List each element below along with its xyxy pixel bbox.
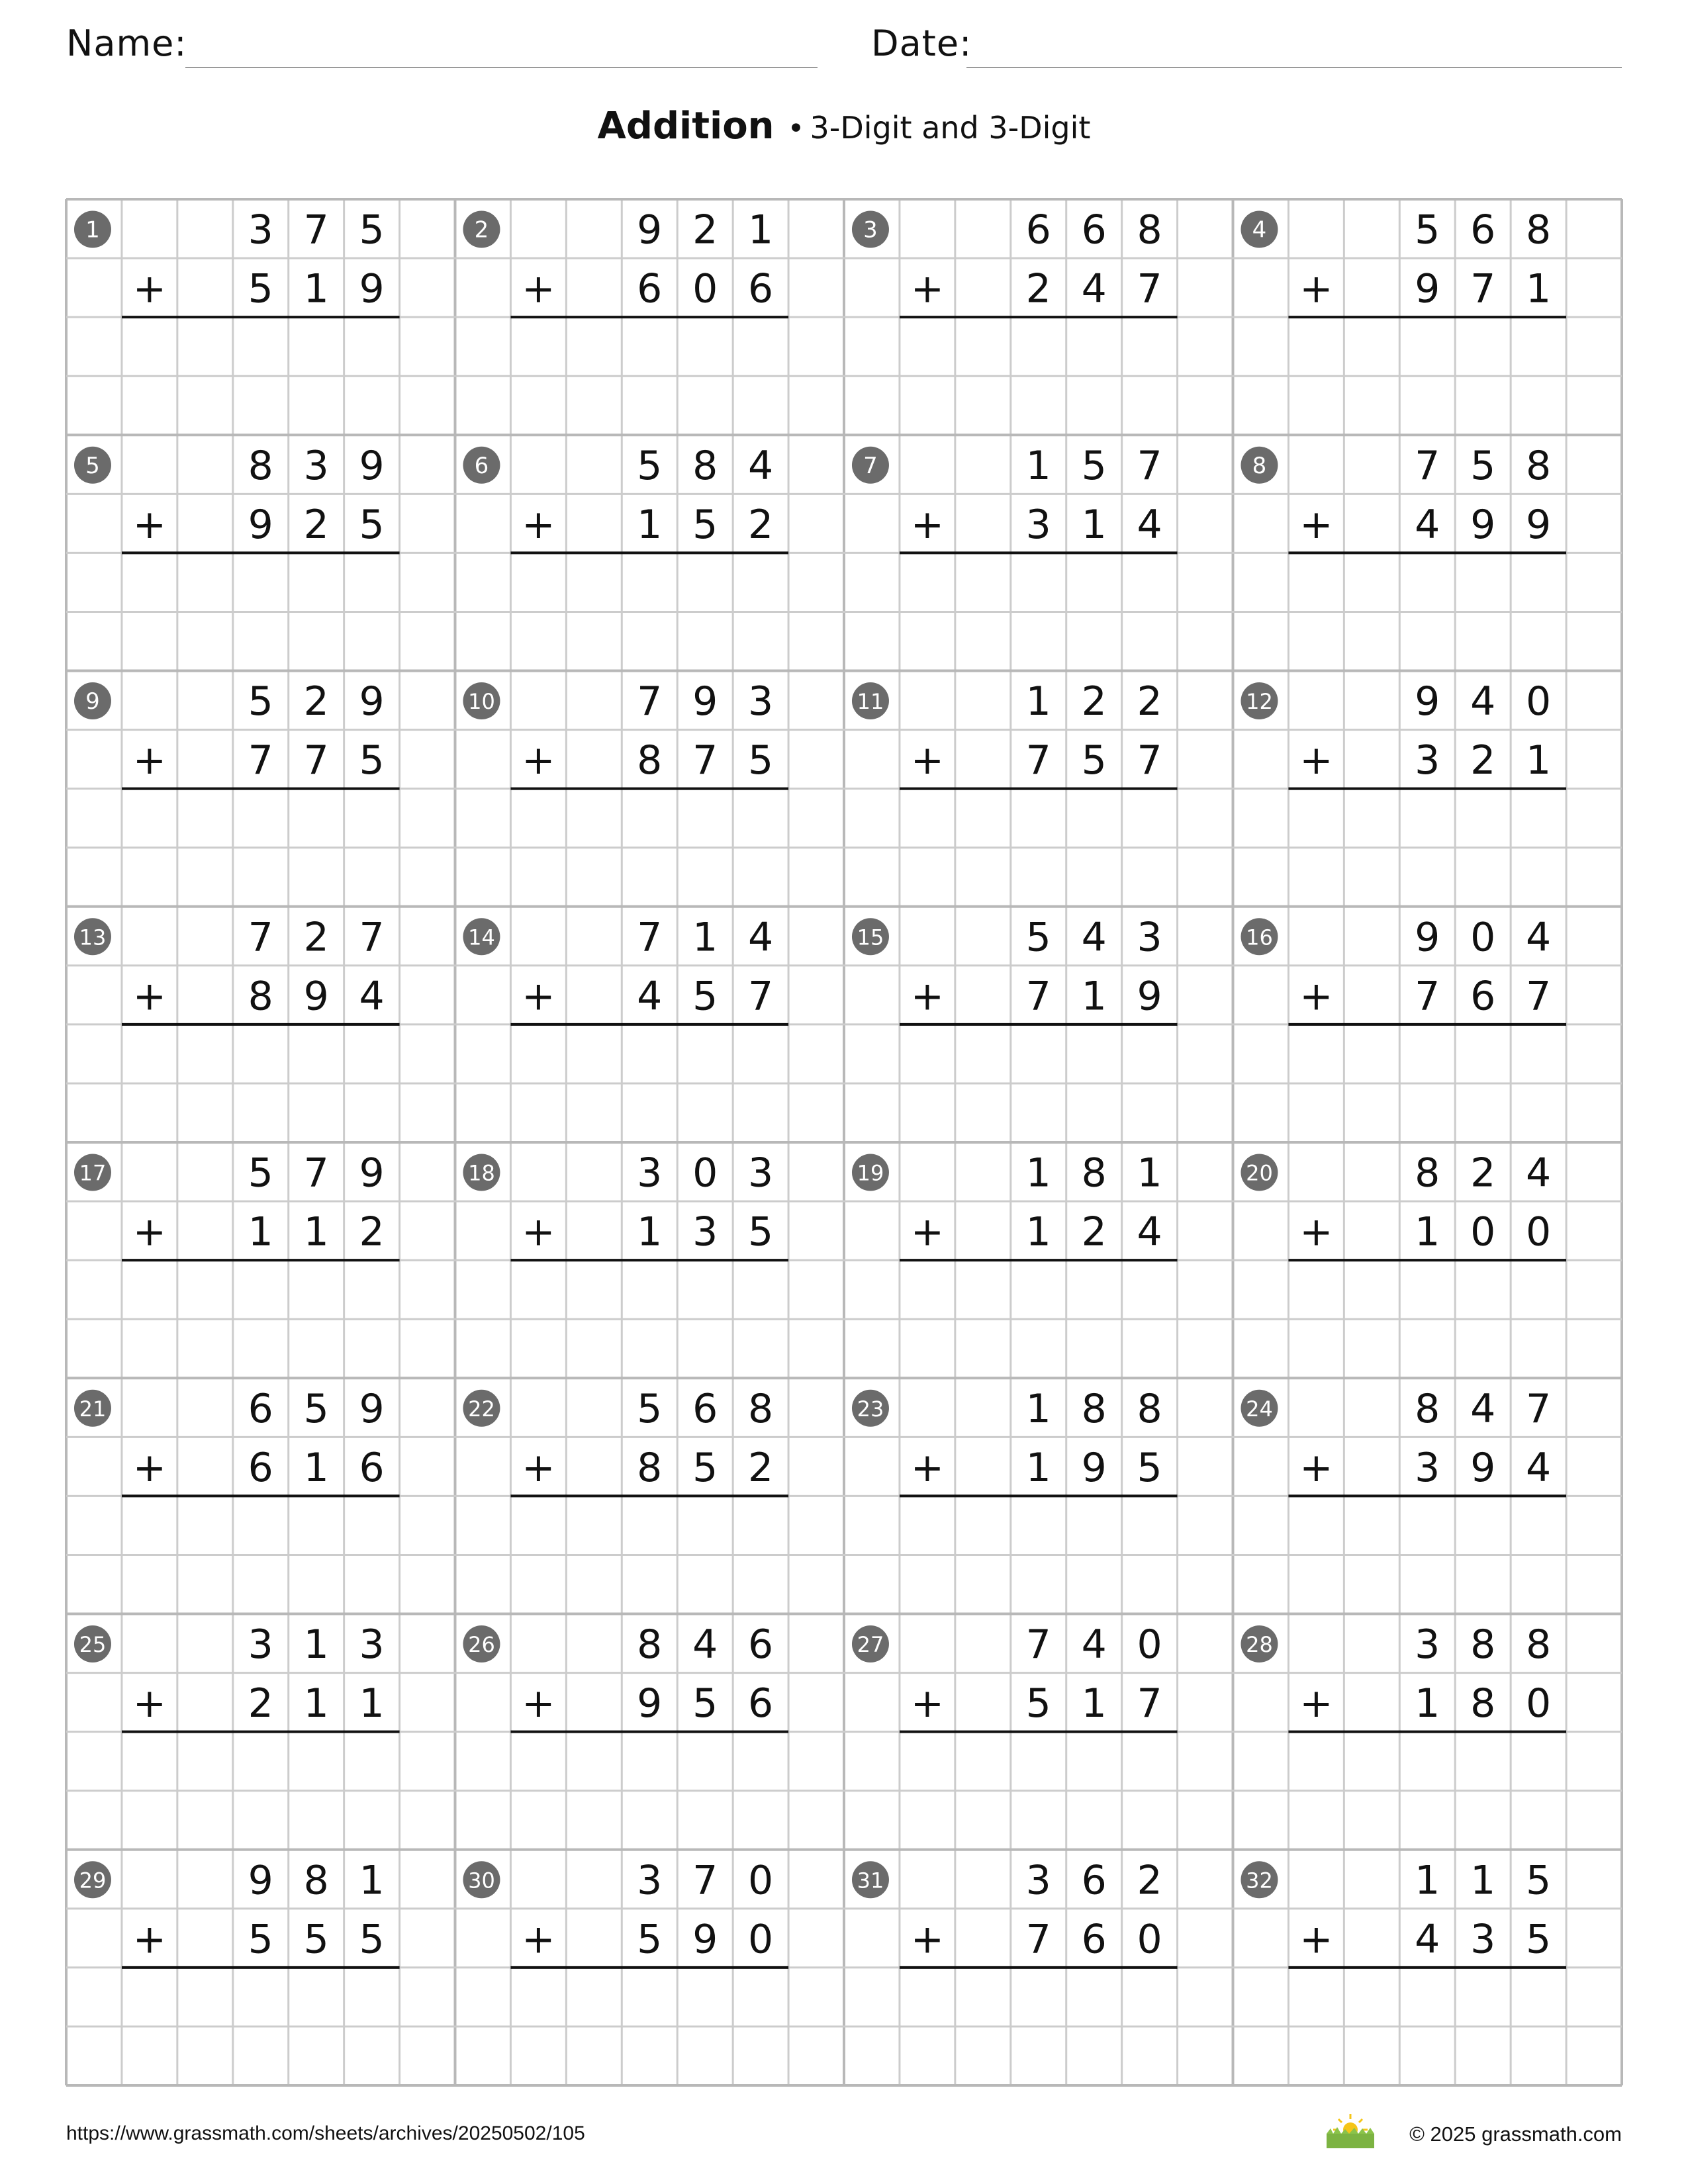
bottom-digit: 5: [637, 1916, 663, 1963]
top-digit: 0: [1526, 678, 1552, 725]
plus-sign: +: [910, 1916, 945, 1963]
plus-sign: +: [132, 1208, 167, 1255]
top-digit: 1: [692, 914, 718, 961]
top-digit: 1: [303, 1621, 329, 1668]
top-digit: 3: [303, 442, 329, 489]
top-digit: 8: [692, 442, 718, 489]
bottom-digit: 7: [1137, 1680, 1162, 1727]
bottom-digit: 9: [303, 973, 329, 1020]
plus-sign: +: [1299, 1916, 1333, 1963]
top-digit: 2: [1137, 1857, 1162, 1904]
top-digit: 0: [1137, 1621, 1162, 1668]
top-digit: 1: [1025, 1150, 1051, 1197]
bottom-digit: 4: [1415, 1916, 1440, 1963]
top-digit: 3: [637, 1150, 663, 1197]
top-digit: 3: [637, 1857, 663, 1904]
top-digit: 4: [1470, 1385, 1496, 1432]
bottom-digit: 4: [1526, 1444, 1552, 1491]
bottom-digit: 3: [1415, 1444, 1440, 1491]
plus-sign: +: [522, 737, 555, 784]
plus-sign: +: [1299, 265, 1333, 312]
top-digit: 5: [303, 1385, 329, 1432]
problem-number: 28: [1246, 1632, 1273, 1658]
top-digit: 4: [748, 442, 774, 489]
top-digit: 4: [1081, 1621, 1107, 1668]
problem-number: 18: [468, 1160, 495, 1186]
problem-number: 20: [1246, 1160, 1273, 1186]
top-digit: 9: [637, 206, 663, 253]
top-digit: 6: [248, 1385, 273, 1432]
top-digit: 7: [359, 914, 385, 961]
top-digit: 7: [1137, 442, 1162, 489]
plus-sign: +: [910, 973, 945, 1020]
problem-number: 29: [79, 1868, 107, 1893]
plus-sign: +: [1299, 1208, 1333, 1255]
top-digit: 9: [248, 1857, 273, 1904]
top-digit: 5: [637, 442, 663, 489]
bottom-digit: 1: [303, 1680, 329, 1727]
problem-number: 27: [857, 1632, 884, 1658]
bottom-digit: 9: [359, 265, 385, 312]
problem-number: 9: [85, 688, 100, 715]
top-digit: 8: [303, 1857, 329, 1904]
plus-sign: +: [522, 1208, 555, 1255]
bottom-digit: 8: [637, 737, 663, 784]
plus-sign: +: [522, 1916, 555, 1963]
problem-number: 8: [1252, 452, 1267, 479]
top-digit: 8: [1137, 1385, 1162, 1432]
bottom-digit: 6: [248, 1444, 273, 1491]
bottom-digit: 8: [1470, 1680, 1496, 1727]
bottom-digit: 6: [359, 1444, 385, 1491]
top-digit: 4: [1526, 1150, 1552, 1197]
bottom-digit: 4: [1415, 501, 1440, 548]
bottom-digit: 3: [1470, 1916, 1496, 1963]
bottom-digit: 5: [748, 737, 774, 784]
grass-sun-logo-icon: [1324, 2110, 1377, 2150]
top-digit: 7: [303, 1150, 329, 1197]
top-digit: 2: [303, 914, 329, 961]
top-digit: 6: [1025, 206, 1051, 253]
problem-number: 23: [857, 1396, 884, 1422]
bottom-digit: 5: [359, 737, 385, 784]
problem-number: 3: [863, 216, 878, 244]
bottom-digit: 1: [637, 1208, 663, 1255]
bottom-digit: 1: [359, 1680, 385, 1727]
bottom-digit: 2: [359, 1208, 385, 1255]
bottom-digit: 1: [1526, 737, 1552, 784]
top-digit: 8: [1526, 442, 1552, 489]
title-main: Addition: [597, 105, 774, 148]
bottom-digit: 6: [748, 1680, 774, 1727]
top-digit: 9: [1415, 678, 1440, 725]
problem-number: 4: [1252, 216, 1267, 244]
top-digit: 7: [1025, 1621, 1051, 1668]
bottom-digit: 3: [692, 1208, 718, 1255]
bottom-digit: 7: [748, 973, 774, 1020]
top-digit: 7: [692, 1857, 718, 1904]
bottom-digit: 7: [1025, 973, 1051, 1020]
plus-sign: +: [1299, 973, 1333, 1020]
bottom-digit: 5: [303, 1916, 329, 1963]
top-digit: 7: [248, 914, 273, 961]
bottom-digit: 5: [359, 501, 385, 548]
bottom-digit: 9: [1081, 1444, 1107, 1491]
problem-number: 11: [857, 689, 884, 715]
top-digit: 1: [1025, 678, 1051, 725]
top-digit: 4: [1081, 914, 1107, 961]
problem-number: 12: [1246, 689, 1273, 715]
problem-number: 32: [1246, 1868, 1273, 1893]
bottom-digit: 1: [1415, 1680, 1440, 1727]
top-digit: 6: [1081, 1857, 1107, 1904]
bottom-digit: 1: [1081, 973, 1107, 1020]
bottom-digit: 1: [1025, 1208, 1051, 1255]
bottom-digit: 6: [1081, 1916, 1107, 1963]
plus-sign: +: [910, 1444, 945, 1491]
problem-number: 30: [468, 1868, 495, 1893]
bottom-digit: 6: [1470, 973, 1496, 1020]
bottom-digit: 0: [1470, 1208, 1496, 1255]
bottom-digit: 5: [748, 1208, 774, 1255]
top-digit: 1: [1415, 1857, 1440, 1904]
top-digit: 5: [637, 1385, 663, 1432]
top-digit: 3: [1025, 1857, 1051, 1904]
plus-sign: +: [132, 1680, 167, 1727]
top-digit: 1: [359, 1857, 385, 1904]
bottom-digit: 4: [1081, 265, 1107, 312]
top-digit: 9: [359, 1385, 385, 1432]
top-digit: 7: [637, 678, 663, 725]
problem-number: 22: [468, 1396, 495, 1422]
top-digit: 9: [359, 442, 385, 489]
top-digit: 3: [248, 206, 273, 253]
top-digit: 3: [359, 1621, 385, 1668]
bottom-digit: 1: [1415, 1208, 1440, 1255]
problem-number: 17: [79, 1160, 107, 1186]
bottom-digit: 7: [1415, 973, 1440, 1020]
bottom-digit: 5: [248, 1916, 273, 1963]
plus-sign: +: [522, 1680, 555, 1727]
footer-copyright: © 2025 grassmath.com: [1409, 2122, 1622, 2146]
top-digit: 7: [1415, 442, 1440, 489]
footer-url[interactable]: https://www.grassmath.com/sheets/archives/20250502/105: [66, 2122, 585, 2144]
bottom-digit: 6: [748, 265, 774, 312]
bottom-digit: 7: [1025, 737, 1051, 784]
plus-sign: +: [910, 501, 945, 548]
top-digit: 8: [1081, 1150, 1107, 1197]
bottom-digit: 2: [748, 501, 774, 548]
problem-number: 19: [857, 1160, 884, 1186]
top-digit: 5: [248, 678, 273, 725]
top-digit: 3: [748, 1150, 774, 1197]
bottom-digit: 6: [637, 265, 663, 312]
top-digit: 8: [1470, 1621, 1496, 1668]
bottom-digit: 5: [1526, 1916, 1552, 1963]
plus-sign: +: [522, 973, 555, 1020]
bottom-digit: 4: [637, 973, 663, 1020]
top-digit: 9: [359, 678, 385, 725]
bottom-digit: 8: [248, 973, 273, 1020]
problem-number: 25: [79, 1632, 107, 1658]
bottom-digit: 5: [692, 501, 718, 548]
plus-sign: +: [1299, 1680, 1333, 1727]
bottom-digit: 7: [248, 737, 273, 784]
bottom-digit: 3: [1025, 501, 1051, 548]
bottom-digit: 0: [1526, 1208, 1552, 1255]
top-digit: 5: [1415, 206, 1440, 253]
plus-sign: +: [132, 973, 167, 1020]
title-separator: •: [787, 112, 805, 146]
top-digit: 2: [1137, 678, 1162, 725]
top-digit: 0: [692, 1150, 718, 1197]
top-digit: 6: [748, 1621, 774, 1668]
bottom-digit: 9: [692, 1916, 718, 1963]
top-digit: 8: [1081, 1385, 1107, 1432]
bottom-digit: 1: [1526, 265, 1552, 312]
problem-number: 2: [474, 216, 489, 244]
top-digit: 5: [1470, 442, 1496, 489]
bottom-digit: 2: [303, 501, 329, 548]
top-digit: 1: [1470, 1857, 1496, 1904]
problem-number: 13: [79, 925, 107, 950]
bottom-digit: 2: [248, 1680, 273, 1727]
bottom-digit: 5: [1081, 737, 1107, 784]
top-digit: 5: [359, 206, 385, 253]
top-digit: 3: [1415, 1621, 1440, 1668]
bottom-digit: 5: [1025, 1680, 1051, 1727]
problem-number: 16: [1246, 925, 1273, 950]
bottom-digit: 1: [303, 1208, 329, 1255]
top-digit: 1: [1137, 1150, 1162, 1197]
top-digit: 1: [748, 206, 774, 253]
top-digit: 4: [748, 914, 774, 961]
plus-sign: +: [132, 737, 167, 784]
bottom-digit: 7: [1025, 1916, 1051, 1963]
top-digit: 3: [748, 678, 774, 725]
bottom-digit: 1: [303, 265, 329, 312]
top-digit: 2: [303, 678, 329, 725]
bottom-digit: 9: [1526, 501, 1552, 548]
bottom-digit: 9: [1137, 973, 1162, 1020]
plus-sign: +: [1299, 737, 1333, 784]
top-digit: 4: [1470, 678, 1496, 725]
bottom-digit: 1: [303, 1444, 329, 1491]
bottom-digit: 9: [637, 1680, 663, 1727]
title-subtitle: 3-Digit and 3-Digit: [810, 110, 1091, 146]
bottom-digit: 7: [1137, 265, 1162, 312]
top-digit: 5: [1025, 914, 1051, 961]
bottom-digit: 5: [692, 1680, 718, 1727]
bottom-digit: 2: [1081, 1208, 1107, 1255]
bottom-digit: 0: [1137, 1916, 1162, 1963]
top-digit: 1: [1025, 1385, 1051, 1432]
bottom-digit: 1: [637, 501, 663, 548]
bottom-digit: 0: [692, 265, 718, 312]
problem-number: 10: [468, 689, 495, 715]
plus-sign: +: [910, 1208, 945, 1255]
top-digit: 6: [1470, 206, 1496, 253]
problem-number: 26: [468, 1632, 495, 1658]
top-digit: 5: [1081, 442, 1107, 489]
problem-number: 24: [1246, 1396, 1273, 1422]
plus-sign: +: [910, 265, 945, 312]
top-digit: 9: [692, 678, 718, 725]
bottom-digit: 5: [692, 1444, 718, 1491]
top-digit: 8: [248, 442, 273, 489]
bottom-digit: 5: [1137, 1444, 1162, 1491]
top-digit: 0: [748, 1857, 774, 1904]
problem-number: 31: [857, 1868, 884, 1893]
name-label: Name:: [66, 23, 187, 64]
bottom-digit: 4: [1137, 501, 1162, 548]
bottom-digit: 3: [1415, 737, 1440, 784]
plus-sign: +: [132, 501, 167, 548]
problem-number: 15: [857, 925, 884, 950]
bottom-digit: 9: [248, 501, 273, 548]
bottom-digit: 1: [1081, 501, 1107, 548]
top-digit: 8: [637, 1621, 663, 1668]
top-digit: 0: [1470, 914, 1496, 961]
plus-sign: +: [522, 265, 555, 312]
problem-number: 6: [474, 452, 489, 479]
bottom-digit: 7: [1526, 973, 1552, 1020]
plus-sign: +: [132, 1916, 167, 1963]
top-digit: 8: [1415, 1150, 1440, 1197]
top-digit: 1: [1025, 442, 1051, 489]
plus-sign: +: [910, 737, 945, 784]
top-digit: 2: [1081, 678, 1107, 725]
bottom-digit: 1: [1081, 1680, 1107, 1727]
bottom-digit: 7: [1470, 265, 1496, 312]
top-digit: 5: [1526, 1857, 1552, 1904]
bottom-digit: 0: [1526, 1680, 1552, 1727]
top-digit: 7: [303, 206, 329, 253]
plus-sign: +: [910, 1680, 945, 1727]
bottom-digit: 4: [359, 973, 385, 1020]
bottom-digit: 8: [637, 1444, 663, 1491]
bottom-digit: 9: [1470, 501, 1496, 548]
top-digit: 8: [748, 1385, 774, 1432]
top-digit: 9: [1415, 914, 1440, 961]
bottom-digit: 7: [692, 737, 718, 784]
plus-sign: +: [522, 1444, 555, 1491]
plus-sign: +: [132, 1444, 167, 1491]
bottom-digit: 4: [1137, 1208, 1162, 1255]
problem-number: 7: [863, 452, 878, 479]
problem-number: 1: [85, 216, 100, 244]
top-digit: 5: [248, 1150, 273, 1197]
bottom-digit: 7: [1137, 737, 1162, 784]
bottom-digit: 2: [1470, 737, 1496, 784]
plus-sign: +: [1299, 501, 1333, 548]
bottom-digit: 9: [1415, 265, 1440, 312]
bottom-digit: 2: [1025, 265, 1051, 312]
top-digit: 6: [1081, 206, 1107, 253]
top-digit: 3: [1137, 914, 1162, 961]
top-digit: 6: [692, 1385, 718, 1432]
top-digit: 8: [1526, 1621, 1552, 1668]
top-digit: 7: [1526, 1385, 1552, 1432]
bottom-digit: 7: [303, 737, 329, 784]
top-digit: 2: [1470, 1150, 1496, 1197]
problem-number: 21: [79, 1396, 107, 1422]
bottom-digit: 5: [248, 265, 273, 312]
problem-number: 14: [468, 925, 495, 950]
top-digit: 4: [692, 1621, 718, 1668]
top-digit: 9: [359, 1150, 385, 1197]
plus-sign: +: [132, 265, 167, 312]
top-digit: 4: [1526, 914, 1552, 961]
bottom-digit: 9: [1470, 1444, 1496, 1491]
top-digit: 3: [248, 1621, 273, 1668]
problem-number: 5: [85, 452, 100, 479]
top-digit: 8: [1415, 1385, 1440, 1432]
top-digit: 7: [637, 914, 663, 961]
top-digit: 2: [692, 206, 718, 253]
top-digit: 8: [1137, 206, 1162, 253]
top-digit: 8: [1526, 206, 1552, 253]
bottom-digit: 0: [748, 1916, 774, 1963]
plus-sign: +: [1299, 1444, 1333, 1491]
plus-sign: +: [522, 501, 555, 548]
bottom-digit: 2: [748, 1444, 774, 1491]
bottom-digit: 5: [359, 1916, 385, 1963]
bottom-digit: 1: [1025, 1444, 1051, 1491]
bottom-digit: 5: [692, 973, 718, 1020]
date-label: Date:: [871, 23, 972, 64]
bottom-digit: 1: [248, 1208, 273, 1255]
